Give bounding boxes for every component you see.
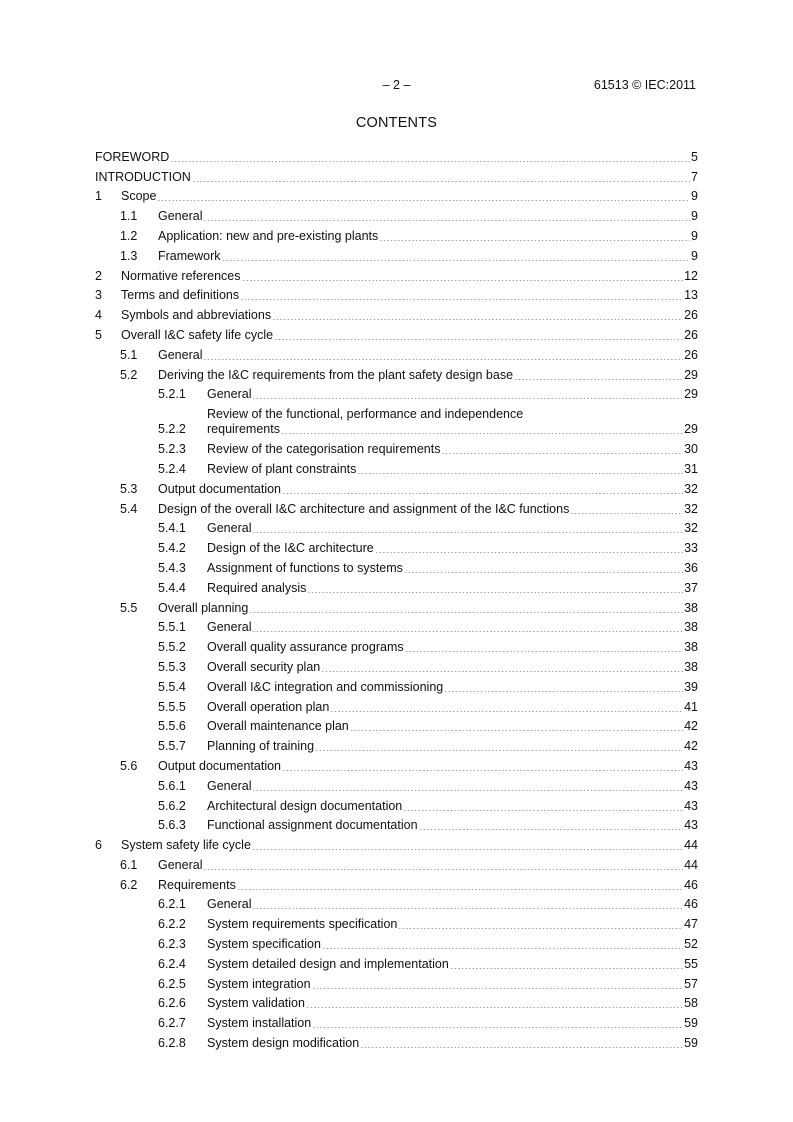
toc-entry-number: 5.5 [120,600,138,615]
dot-leader [403,810,683,811]
toc-entry-page: 44 [684,857,698,872]
toc-entry-title: System requirements specification [207,917,398,932]
toc-entry[interactable] [95,695,698,715]
toc-entry[interactable] [95,402,698,437]
dot-leader [330,711,683,712]
toc-entry-page: 59 [684,1016,698,1031]
toc-entry-title: General [207,387,252,402]
toc-entry-number: 5.5.3 [158,659,186,674]
toc-entry-page: 38 [684,600,698,615]
toc-entry-page: 9 [691,248,698,263]
dot-leader [242,280,684,281]
toc-entry[interactable] [95,576,698,596]
toc-entry-page: 43 [684,758,698,773]
toc-entry-page: 9 [691,228,698,243]
toc-entry[interactable] [95,635,698,655]
dot-leader [252,532,683,533]
toc-entry-title: Framework [158,248,221,263]
toc-entry[interactable] [95,556,698,576]
toc-entry-page: 30 [684,442,698,457]
page-number: – 2 – [382,78,411,92]
table-of-contents [95,145,698,1051]
dot-leader [315,750,683,751]
toc-entry-number: 6.2.4 [158,956,186,971]
dot-leader [441,453,683,454]
toc-entry-number: 5.6.3 [158,818,186,833]
toc-entry-title: Application: new and pre-existing plants [158,228,379,243]
toc-entry-page: 57 [684,976,698,991]
dot-leader [360,1047,683,1048]
toc-entry-page: 42 [684,739,698,754]
dot-leader [404,572,683,573]
toc-entry-title: System safety life cycle [121,838,251,853]
toc-entry-page: 32 [684,501,698,516]
toc-entry[interactable] [95,477,698,497]
dot-leader [240,299,683,300]
toc-entry[interactable] [95,264,698,284]
toc-entry-page: 7 [691,169,698,184]
toc-entry-page: 32 [684,521,698,536]
dot-leader [252,790,683,791]
dot-leader [419,829,684,830]
dot-leader [157,200,690,201]
toc-entry[interactable] [95,244,698,264]
toc-entry-number: 5.5.6 [158,719,186,734]
toc-entry-page: 13 [684,288,698,303]
toc-entry[interactable] [95,814,698,834]
toc-entry-page: 38 [684,659,698,674]
toc-entry-page: 9 [691,209,698,224]
toc-entry-page: 52 [684,937,698,952]
toc-entry-number: 5.4 [120,501,138,516]
toc-entry[interactable] [95,893,698,913]
page-title: CONTENTS [355,115,438,131]
toc-entry-title: General [207,778,252,793]
dot-leader [322,948,683,949]
toc-entry[interactable] [95,363,698,383]
toc-entry-page: 43 [684,778,698,793]
dot-leader [222,260,691,261]
toc-entry[interactable] [95,185,698,205]
toc-entry[interactable] [95,912,698,932]
dot-leader [252,849,683,850]
toc-entry[interactable] [95,457,698,477]
toc-entry-title: INTRODUCTION [95,169,191,184]
toc-entry-page: 41 [684,699,698,714]
toc-entry-number: 5.4.2 [158,541,186,556]
toc-entry-page: 26 [684,308,698,323]
toc-entry-number: 5.2.4 [158,461,186,476]
toc-entry-title: Overall security plan [207,659,321,674]
toc-entry-page: 44 [684,838,698,853]
dot-leader [252,398,683,399]
dot-leader [170,161,690,162]
dot-leader [312,1027,683,1028]
toc-entry[interactable] [95,343,698,363]
toc-entry-number: 6.2.2 [158,917,186,932]
toc-entry[interactable] [95,224,698,244]
toc-entry-title: Review of the functional, performance and independence [207,407,524,422]
toc-entry-page: 42 [684,719,698,734]
toc-entry-page: 43 [684,798,698,813]
toc-entry-number: 5.6.2 [158,798,186,813]
toc-entry-title: System integration [207,976,311,991]
toc-entry-number: 5.4.3 [158,560,186,575]
toc-entry-title: Design of the overall I&C architecture and assignment of the I&C functions [158,501,570,516]
dot-leader [203,869,683,870]
toc-entry-page: 26 [684,327,698,342]
dot-leader [570,513,683,514]
toc-entry-page: 46 [684,877,698,892]
dot-leader [357,473,683,474]
toc-entry-page: 59 [684,1036,698,1051]
toc-entry-page: 31 [684,461,698,476]
toc-entry-title: General [158,209,203,224]
dot-leader [375,552,683,553]
toc-entry[interactable] [95,675,698,695]
toc-entry-number: 1.2 [120,228,138,243]
toc-entry-title: General [207,521,252,536]
dot-leader [282,770,683,771]
toc-entry[interactable] [95,1031,698,1051]
toc-entry-title: Assignment of functions to systems [207,560,403,575]
dot-leader [405,651,683,652]
toc-entry-number: 6.2 [120,877,138,892]
toc-entry-number: 6.2.8 [158,1036,186,1051]
toc-entry-number: 5.2.1 [158,387,186,402]
toc-entry-title: Deriving the I&C requirements from the plant safety design base [158,367,514,382]
toc-entry-title: FOREWORD [95,149,170,164]
toc-entry-number: 3 [95,288,102,303]
toc-entry-title-continued: requirements [207,422,280,437]
dot-leader [312,988,684,989]
toc-entry-page: 55 [684,956,698,971]
dot-leader [274,339,683,340]
dot-leader [307,592,683,593]
toc-entry-number: 5.5.2 [158,640,186,655]
toc-entry-page: 29 [684,367,698,382]
toc-entry[interactable] [95,616,698,636]
toc-entry-title: Design of the I&C architecture [207,541,374,556]
dot-leader [321,671,683,672]
toc-entry-page: 36 [684,560,698,575]
toc-entry-number: 5.5.7 [158,739,186,754]
toc-entry-page: 43 [684,818,698,833]
toc-entry-number: 6.2.6 [158,996,186,1011]
toc-entry-title: System specification [207,937,321,952]
dot-leader [282,493,683,494]
dot-leader [514,379,683,380]
toc-entry-number: 6.2.7 [158,1016,186,1031]
standard-reference: 61513 © IEC:2011 [593,78,696,92]
toc-entry-number: 5.3 [120,481,138,496]
dot-leader [252,908,683,909]
toc-entry-number: 5.5.1 [158,620,186,635]
toc-entry-title: Architectural design documentation [207,798,403,813]
toc-entry-page: 12 [684,268,698,283]
toc-entry-title: Requirements [158,877,236,892]
toc-entry-title: Review of plant constraints [207,461,357,476]
toc-entry[interactable] [95,383,698,403]
toc-entry-number: 5.6.1 [158,778,186,793]
toc-entry-title: Overall operation plan [207,699,330,714]
toc-entry[interactable] [95,972,698,992]
toc-entry[interactable] [95,596,698,616]
toc-entry-number: 5.5.5 [158,699,186,714]
toc-entry[interactable] [95,734,698,754]
dot-leader [450,968,683,969]
toc-entry-page: 39 [684,679,698,694]
toc-entry[interactable] [95,165,698,185]
toc-entry[interactable] [95,323,698,343]
toc-entry-title: General [158,857,203,872]
toc-entry[interactable] [95,204,698,224]
toc-entry[interactable] [95,145,698,165]
toc-entry[interactable] [95,303,698,323]
toc-entry-number: 5.4.4 [158,580,186,595]
toc-entry-page: 9 [691,189,698,204]
toc-entry-title: System detailed design and implementation [207,956,449,971]
dot-leader [272,319,683,320]
toc-entry-title: Terms and definitions [121,288,240,303]
toc-entry[interactable] [95,774,698,794]
dot-leader [281,433,683,434]
toc-entry-page: 26 [684,347,698,362]
toc-entry-number: 5.1 [120,347,138,362]
toc-entry-number: 1.1 [120,209,138,224]
toc-entry-number: 6.2.1 [158,897,186,912]
toc-entry-number: 5.6 [120,758,138,773]
toc-entry[interactable] [95,932,698,952]
dot-leader [252,631,683,632]
toc-entry-number: 5.5.4 [158,679,186,694]
toc-entry-number: 5 [95,327,102,342]
toc-entry-page: 38 [684,620,698,635]
toc-entry-title: Overall quality assurance programs [207,640,404,655]
toc-entry-number: 6 [95,838,102,853]
dot-leader [237,889,683,890]
toc-entry-number: 5.2.2 [158,422,186,437]
toc-entry-page: 47 [684,917,698,932]
toc-entry-number: 5.2.3 [158,442,186,457]
toc-entry[interactable] [95,536,698,556]
dot-leader [379,240,690,241]
toc-entry-page: 38 [684,640,698,655]
toc-entry[interactable] [95,754,698,774]
toc-entry-title: System installation [207,1016,312,1031]
toc-entry-title: Required analysis [207,580,307,595]
toc-entry-title: Overall I&C integration and commissioning [207,679,444,694]
toc-entry[interactable] [95,655,698,675]
dot-leader [398,928,683,929]
dot-leader [350,730,683,731]
toc-entry-title: Scope [121,189,157,204]
toc-entry-title: Symbols and abbreviations [121,308,272,323]
toc-entry-page: 29 [684,422,698,437]
toc-entry[interactable] [95,794,698,814]
dot-leader [192,181,690,182]
toc-entry[interactable] [95,873,698,893]
toc-entry[interactable] [95,715,698,735]
toc-entry-title: General [207,620,252,635]
dot-leader [444,691,683,692]
dot-leader [203,359,683,360]
toc-entry-title: General [207,897,252,912]
toc-entry[interactable] [95,992,698,1012]
toc-entry-number: 4 [95,308,102,323]
toc-entry-title: System design modification [207,1036,360,1051]
toc-entry[interactable] [95,437,698,457]
toc-entry-title: System validation [207,996,305,1011]
toc-entry-title: Output documentation [158,758,281,773]
toc-entry-page: 5 [691,149,698,164]
toc-entry[interactable] [95,1011,698,1031]
toc-entry-title: Output documentation [158,481,281,496]
toc-entry-title: Overall planning [158,600,249,615]
toc-entry-number: 5.4.1 [158,521,186,536]
toc-entry[interactable] [95,833,698,853]
toc-entry-number: 1.3 [120,248,138,263]
toc-entry-number: 6.1 [120,857,138,872]
toc-entry-title: Review of the categorisation requirements [207,442,441,457]
toc-entry-number: 5.2 [120,367,138,382]
toc-entry-page: 33 [684,541,698,556]
toc-entry-page: 37 [684,580,698,595]
toc-entry-title: Normative references [121,268,241,283]
toc-entry-title: Functional assignment documentation [207,818,418,833]
toc-entry-number: 6.2.3 [158,937,186,952]
toc-entry-page: 29 [684,387,698,402]
dot-leader [249,612,683,613]
toc-entry-page: 32 [684,481,698,496]
toc-entry-page: 46 [684,897,698,912]
toc-entry[interactable] [95,952,698,972]
toc-entry-number: 6.2.5 [158,976,186,991]
dot-leader [306,1007,683,1008]
toc-entry-title: Planning of training [207,739,315,754]
toc-entry-number: 1 [95,189,102,204]
toc-entry-title: Overall I&C safety life cycle [121,327,274,342]
toc-entry-page: 58 [684,996,698,1011]
toc-entry-title: Overall maintenance plan [207,719,349,734]
toc-entry[interactable] [95,517,698,537]
toc-entry[interactable] [95,497,698,517]
toc-entry[interactable] [95,853,698,873]
toc-entry[interactable] [95,284,698,304]
dot-leader [203,220,690,221]
toc-entry-number: 2 [95,268,102,283]
toc-entry-title: General [158,347,203,362]
